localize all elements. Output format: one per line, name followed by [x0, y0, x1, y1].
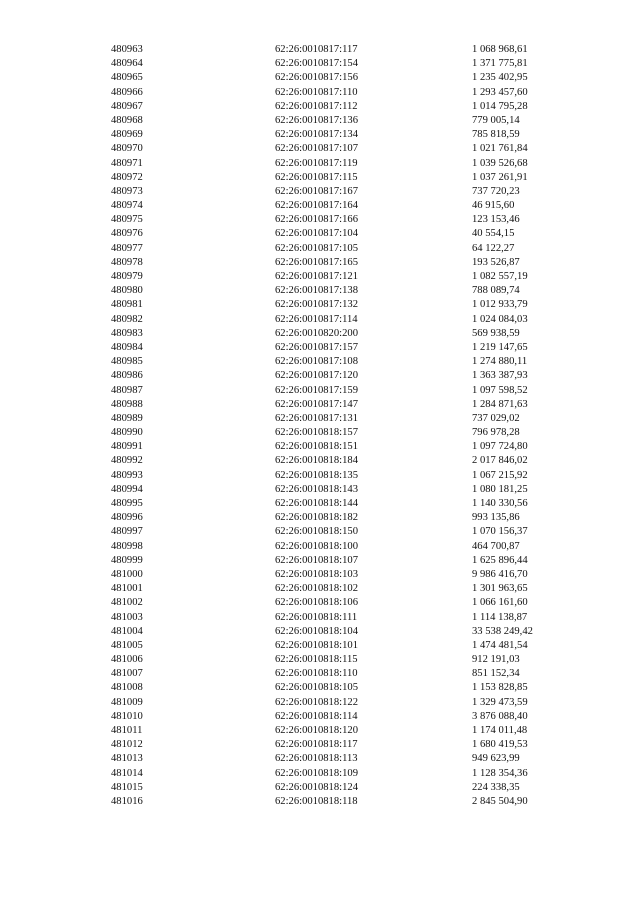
row-number-cell: 480982: [111, 313, 143, 325]
table-row: [0, 639, 640, 653]
row-number-cell: 480979: [111, 271, 143, 282]
value-cell: 2 017 846,02: [472, 455, 528, 467]
table-row: [0, 128, 640, 142]
value-cell: 1 274 880,11: [472, 356, 528, 368]
value-cell: 1 219 147,65: [472, 341, 528, 353]
row-number-cell: 481002: [111, 597, 143, 609]
value-cell: 796 978,28: [472, 427, 520, 439]
table-row: [0, 242, 640, 256]
cadastral-number-cell: 62:26:0010817:154: [275, 58, 358, 70]
table-row: [0, 554, 640, 568]
table-row: [0, 653, 640, 667]
table-row: [0, 270, 640, 284]
cadastral-number-cell: 62:26:0010817:159: [275, 384, 358, 396]
table-row: [0, 611, 640, 625]
cadastral-number-cell: 62:26:0010817:105: [275, 242, 358, 254]
cadastral-number-cell: 62:26:0010818:109: [275, 767, 358, 779]
cadastral-number-cell: 62:26:0010818:103: [275, 568, 358, 580]
value-cell: 1 024 084,03: [472, 313, 528, 325]
row-number-cell: 481009: [111, 696, 143, 708]
table-row: [0, 327, 640, 341]
row-number-cell: 480992: [111, 455, 143, 467]
table-row: [0, 525, 640, 539]
table-row: [0, 284, 640, 298]
row-number-cell: 480964: [111, 58, 143, 70]
value-cell: 1 625 896,44: [472, 554, 528, 566]
row-number-cell: 481012: [111, 739, 143, 751]
value-cell: 993 135,86: [472, 512, 520, 524]
value-cell: 1 097 724,80: [472, 441, 528, 453]
value-cell: 1 301 963,65: [472, 583, 528, 595]
value-cell: 1 068 968,61: [472, 44, 528, 55]
value-cell: 1 070 156,37: [472, 526, 528, 538]
row-number-cell: 481010: [111, 710, 143, 722]
value-cell: 737 029,02: [472, 412, 520, 424]
table-row: [0, 157, 640, 171]
cadastral-number-cell: 62:26:0010817:112: [275, 100, 358, 112]
table-row: [0, 469, 640, 483]
table-row: [0, 767, 640, 781]
table-row: [0, 540, 640, 554]
value-cell: 1 680 419,53: [472, 739, 528, 751]
cadastral-number-cell: 62:26:0010817:131: [275, 412, 358, 424]
table-row: [0, 86, 640, 100]
value-cell: 1 235 402,95: [472, 72, 528, 84]
cadastral-number-cell: 62:26:0010818:157: [275, 427, 358, 439]
table-row: [0, 738, 640, 752]
cadastral-number-cell: 62:26:0010818:111: [275, 611, 358, 623]
value-cell: 464 700,87: [472, 540, 520, 552]
value-cell: 1 114 138,87: [472, 611, 528, 623]
cadastral-number-cell: 62:26:0010817:107: [275, 143, 358, 155]
table-row: [0, 114, 640, 128]
row-number-cell: 480978: [111, 256, 143, 268]
row-number-cell: 481008: [111, 682, 143, 694]
cadastral-number-cell: 62:26:0010818:117: [275, 739, 358, 751]
value-cell: 2 845 504,90: [472, 795, 528, 807]
row-number-cell: 480995: [111, 498, 143, 509]
row-number-cell: 481014: [111, 767, 143, 779]
cadastral-number-cell: 62:26:0010817:104: [275, 228, 358, 240]
cadastral-number-cell: 62:26:0010818:104: [275, 625, 358, 637]
value-cell: 1 067 215,92: [472, 469, 528, 481]
value-cell: 785 818,59: [472, 129, 520, 141]
value-cell: 224 338,35: [472, 781, 520, 793]
table-row: [0, 398, 640, 412]
table-row: [0, 185, 640, 199]
table-row: [0, 511, 640, 525]
value-cell: 912 191,03: [472, 654, 520, 666]
value-cell: 1 140 330,56: [472, 498, 528, 509]
table-row: [0, 298, 640, 312]
value-cell: 64 122,27: [472, 242, 515, 254]
cadastral-number-cell: 62:26:0010818:122: [275, 696, 358, 708]
cadastral-number-cell: 62:26:0010818:151: [275, 441, 358, 453]
row-number-cell: 480980: [111, 285, 143, 297]
row-number-cell: 480972: [111, 171, 143, 183]
value-cell: 40 554,15: [472, 228, 515, 240]
cadastral-number-cell: 62:26:0010817:147: [275, 398, 358, 410]
value-cell: 1 066 161,60: [472, 597, 528, 609]
row-number-cell: 481003: [111, 611, 143, 623]
row-number-cell: 480974: [111, 200, 143, 212]
table-row: [0, 142, 640, 156]
row-number-cell: 480969: [111, 129, 143, 141]
cadastral-number-cell: 62:26:0010818:101: [275, 639, 358, 651]
table-row: [0, 696, 640, 710]
table-row: [0, 426, 640, 440]
cadastral-number-cell: 62:26:0010817:164: [275, 200, 358, 212]
row-number-cell: 480966: [111, 86, 143, 98]
cadastral-number-cell: 62:26:0010817:132: [275, 299, 358, 311]
cadastral-number-cell: 62:26:0010818:184: [275, 455, 358, 467]
row-number-cell: 480983: [111, 327, 143, 339]
row-number-cell: 480976: [111, 228, 143, 240]
row-number-cell: 480965: [111, 72, 143, 84]
table-row: [0, 454, 640, 468]
row-number-cell: 480988: [111, 398, 143, 410]
cadastral-number-cell: 62:26:0010818:114: [275, 710, 358, 722]
row-number-cell: 480963: [111, 44, 143, 55]
table-row: [0, 412, 640, 426]
row-number-cell: 480973: [111, 185, 143, 197]
value-cell: 737 720,23: [472, 185, 520, 197]
cadastral-number-cell: 62:26:0010817:115: [275, 171, 358, 183]
row-number-cell: 480996: [111, 512, 143, 524]
row-number-cell: 481013: [111, 753, 143, 765]
value-cell: 193 526,87: [472, 256, 520, 268]
table-row: [0, 355, 640, 369]
table-row: [0, 384, 640, 398]
value-cell: 1 082 557,19: [472, 271, 528, 282]
cadastral-number-cell: 62:26:0010818:135: [275, 469, 358, 481]
value-cell: 949 623,99: [472, 753, 520, 765]
row-number-cell: 481011: [111, 725, 143, 736]
value-cell: 851 152,34: [472, 668, 520, 680]
table-row: [0, 625, 640, 639]
cadastral-number-cell: 62:26:0010817:165: [275, 256, 358, 268]
value-cell: 123 153,46: [472, 214, 520, 226]
value-cell: 1 037 261,91: [472, 171, 528, 183]
table-row: [0, 71, 640, 85]
cadastral-number-cell: 62:26:0010818:102: [275, 583, 358, 595]
cadastral-number-cell: 62:26:0010817:138: [275, 285, 358, 297]
table-row: [0, 795, 640, 809]
row-number-cell: 481006: [111, 654, 143, 666]
table-row: [0, 57, 640, 71]
row-number-cell: 481001: [111, 583, 143, 595]
value-cell: 1 293 457,60: [472, 86, 528, 98]
table-row: [0, 199, 640, 213]
value-cell: 779 005,14: [472, 114, 520, 126]
row-number-cell: 480975: [111, 214, 143, 226]
cadastral-number-cell: 62:26:0010818:110: [275, 668, 358, 680]
value-cell: 1 097 598,52: [472, 384, 528, 396]
row-number-cell: 480990: [111, 427, 143, 439]
row-number-cell: 480991: [111, 441, 143, 453]
cadastral-number-cell: 62:26:0010817:121: [275, 271, 358, 282]
cadastral-number-cell: 62:26:0010817:117: [275, 44, 358, 55]
value-cell: 1 080 181,25: [472, 483, 528, 495]
row-number-cell: 481016: [111, 795, 143, 807]
table-row: [0, 710, 640, 724]
cadastral-number-cell: 62:26:0010818:113: [275, 753, 358, 765]
cadastral-number-cell: 62:26:0010820:200: [275, 327, 358, 339]
table-row: [0, 369, 640, 383]
table-row: [0, 483, 640, 497]
cadastral-number-cell: 62:26:0010818:118: [275, 795, 358, 807]
cadastral-number-cell: 62:26:0010817:114: [275, 313, 358, 325]
cadastral-number-cell: 62:26:0010817:157: [275, 341, 358, 353]
row-number-cell: 480977: [111, 242, 143, 254]
table-row: [0, 100, 640, 114]
row-number-cell: 480981: [111, 299, 143, 311]
table-row: [0, 227, 640, 241]
row-number-cell: 480985: [111, 356, 143, 368]
row-number-cell: 480993: [111, 469, 143, 481]
table-row: [0, 213, 640, 227]
row-number-cell: 480970: [111, 143, 143, 155]
row-number-cell: 481000: [111, 568, 143, 580]
row-number-cell: 480971: [111, 157, 143, 169]
cadastral-number-cell: 62:26:0010818:115: [275, 654, 358, 666]
cadastral-number-cell: 62:26:0010818:107: [275, 554, 358, 566]
row-number-cell: 480984: [111, 341, 143, 353]
cadastral-number-cell: 62:26:0010817:120: [275, 370, 358, 382]
cadastral-number-cell: 62:26:0010818:120: [275, 725, 358, 736]
row-number-cell: 480997: [111, 526, 143, 538]
value-cell: 9 986 416,70: [472, 568, 528, 580]
table-row: [0, 43, 640, 57]
table-row: [0, 781, 640, 795]
table-row: [0, 752, 640, 766]
value-cell: 1 474 481,54: [472, 639, 528, 651]
value-cell: 46 915,60: [472, 200, 515, 212]
table-row: [0, 341, 640, 355]
value-cell: 1 329 473,59: [472, 696, 528, 708]
value-cell: 788 089,74: [472, 285, 520, 297]
row-number-cell: 480999: [111, 554, 143, 566]
cadastral-number-cell: 62:26:0010817:167: [275, 185, 358, 197]
table-row: [0, 582, 640, 596]
data-table: [0, 43, 640, 809]
cadastral-number-cell: 62:26:0010818:124: [275, 781, 358, 793]
table-row: [0, 724, 640, 738]
value-cell: 33 538 249,42: [472, 625, 533, 637]
table-row: [0, 171, 640, 185]
value-cell: 1 021 761,84: [472, 143, 528, 155]
row-number-cell: 480987: [111, 384, 143, 396]
value-cell: 1 363 387,93: [472, 370, 528, 382]
value-cell: 1 014 795,28: [472, 100, 528, 112]
value-cell: 1 371 775,81: [472, 58, 528, 70]
row-number-cell: 481015: [111, 781, 143, 793]
row-number-cell: 480967: [111, 100, 143, 112]
cadastral-number-cell: 62:26:0010817:136: [275, 114, 358, 126]
table-row: [0, 667, 640, 681]
cadastral-number-cell: 62:26:0010817:108: [275, 356, 358, 368]
table-row: [0, 596, 640, 610]
cadastral-number-cell: 62:26:0010818:144: [275, 498, 358, 509]
table-row: [0, 497, 640, 511]
cadastral-number-cell: 62:26:0010818:105: [275, 682, 358, 694]
row-number-cell: 481004: [111, 625, 143, 637]
value-cell: 569 938,59: [472, 327, 520, 339]
cadastral-number-cell: 62:26:0010817:134: [275, 129, 358, 141]
cadastral-number-cell: 62:26:0010817:119: [275, 157, 358, 169]
table-row: [0, 568, 640, 582]
table-row: [0, 256, 640, 270]
row-number-cell: 480968: [111, 114, 143, 126]
cadastral-number-cell: 62:26:0010817:156: [275, 72, 358, 84]
value-cell: 1 039 526,68: [472, 157, 528, 169]
row-number-cell: 481007: [111, 668, 143, 680]
value-cell: 1 128 354,36: [472, 767, 528, 779]
value-cell: 1 012 933,79: [472, 299, 528, 311]
cadastral-number-cell: 62:26:0010818:100: [275, 540, 358, 552]
table-row: [0, 681, 640, 695]
value-cell: 1 174 011,48: [472, 725, 528, 736]
row-number-cell: 480986: [111, 370, 143, 382]
value-cell: 3 876 088,40: [472, 710, 528, 722]
value-cell: 1 284 871,63: [472, 398, 528, 410]
cadastral-number-cell: 62:26:0010818:150: [275, 526, 358, 538]
cadastral-number-cell: 62:26:0010818:106: [275, 597, 358, 609]
cadastral-number-cell: 62:26:0010817:110: [275, 86, 358, 98]
value-cell: 1 153 828,85: [472, 682, 528, 694]
cadastral-number-cell: 62:26:0010818:182: [275, 512, 358, 524]
table-row: [0, 313, 640, 327]
table-row: [0, 440, 640, 454]
cadastral-number-cell: 62:26:0010817:166: [275, 214, 358, 226]
cadastral-number-cell: 62:26:0010818:143: [275, 483, 358, 495]
row-number-cell: 481005: [111, 639, 143, 651]
row-number-cell: 480989: [111, 412, 143, 424]
row-number-cell: 480998: [111, 540, 143, 552]
row-number-cell: 480994: [111, 483, 143, 495]
